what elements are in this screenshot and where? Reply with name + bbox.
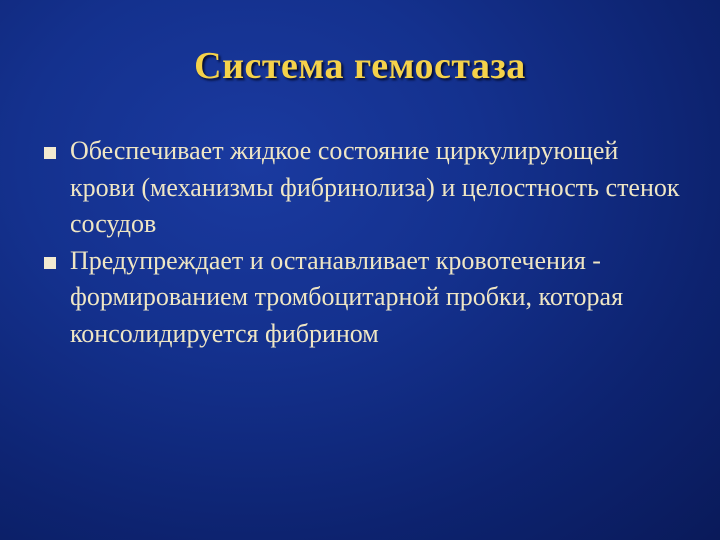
bullet-item [42, 243, 682, 353]
square-bullet-icon [44, 147, 56, 159]
bullet-list [42, 133, 682, 352]
bullet-item [42, 133, 682, 243]
bullet-text: Предупреждает и останавливает кровотечения - формированием тромбоцитарной пробки, которая консолидируется фибрином [70, 245, 624, 348]
slide-title: Система гемостаза [194, 45, 526, 87]
bullet-text: Обеспечивает жидкое состояние циркулирующей крови (механизмы фибринолиза) и целостность стенок сосудов [70, 136, 680, 238]
square-bullet-icon [44, 257, 56, 269]
